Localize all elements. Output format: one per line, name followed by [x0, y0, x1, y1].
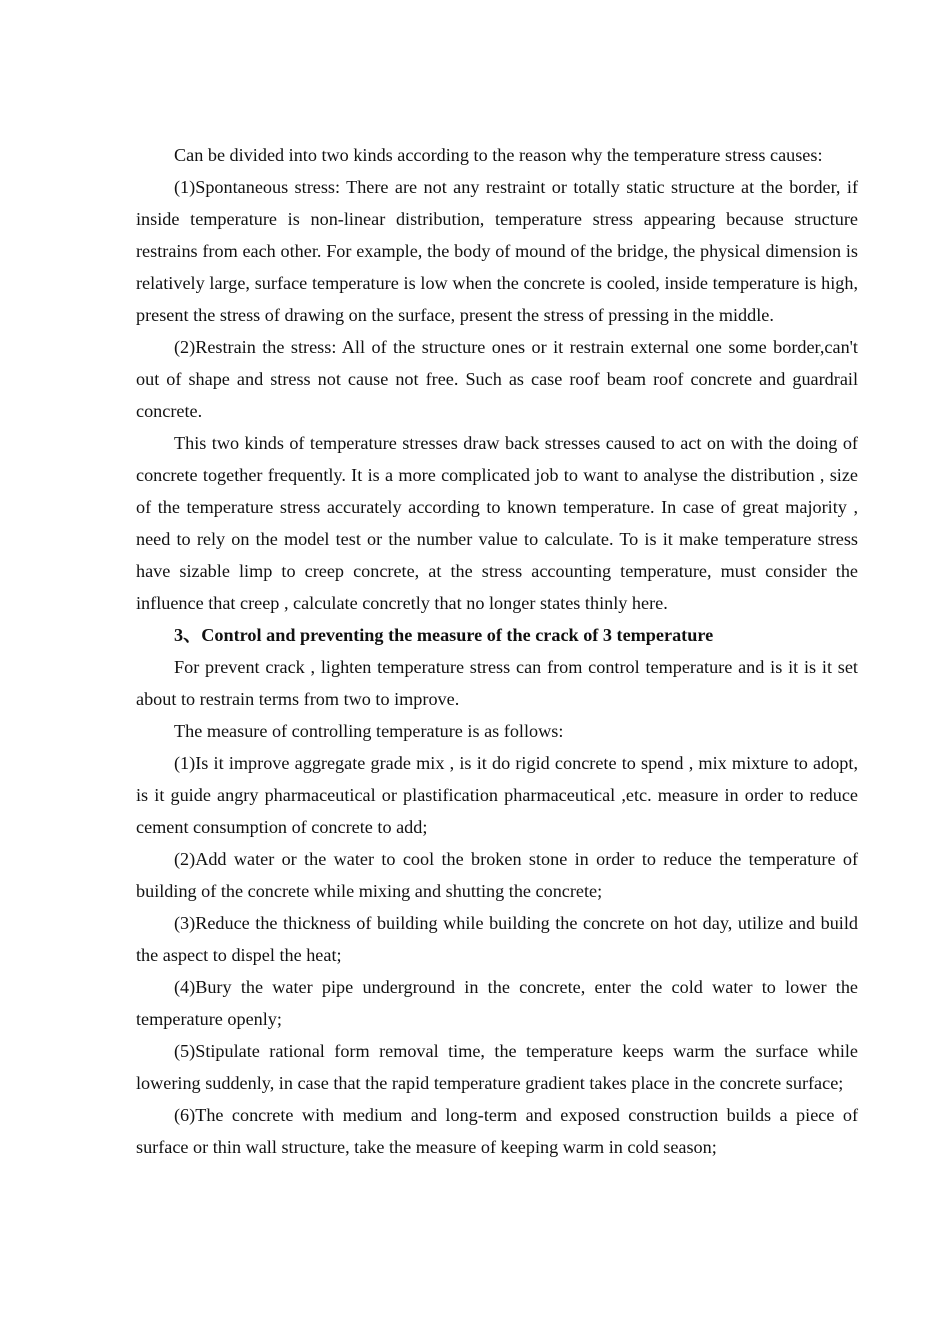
list-item-measure-6: (6)The concrete with medium and long-term and exposed construction builds a piece of surface or thin wall structure, take the measure of keeping warm in cold season;	[136, 1105, 858, 1157]
paragraph-intro: Can be divided into two kinds according to the reason why the temperature stress causes:	[174, 145, 823, 165]
paragraph-measure-intro: The measure of controlling temperature is as follows:	[174, 721, 564, 741]
document-body	[136, 139, 858, 1163]
list-item-measure-4: (4)Bury the water pipe underground in the concrete, enter the cold water to lower the temperature openly;	[136, 977, 858, 1029]
list-item-measure-1: (1)Is it improve aggregate grade mix , is it do rigid concrete to spend , mix mixture to adopt, is it guide angry pharmaceutical or plastification pharmaceutical ,etc. measure in order to reduce cement consumption of concrete to add;	[136, 753, 858, 837]
list-item-measure-2: (2)Add water or the water to cool the broken stone in order to reduce the temperature of building of the concrete while mixing and shutting the concrete;	[136, 849, 858, 901]
list-item-measure-5: (5)Stipulate rational form removal time, the temperature keeps warm the surface while lowering suddenly, in case that the rapid temperature gradient takes place in the concrete surface;	[136, 1041, 858, 1093]
paragraph-spontaneous-stress: (1)Spontaneous stress: There are not any restraint or totally static structure at the border, if inside temperature is non-linear distribution, temperature stress appearing because structure restrains from each other. For example, the body of mound of the bridge, the physical dimension is relatively large, surface temperature is low when the concrete is cooled, inside temperature is high, present the stress of drawing on the surface, present the stress of pressing in the middle.	[136, 177, 858, 325]
list-item-measure-3: (3)Reduce the thickness of building while building the concrete on hot day, utilize and build the aspect to dispel the heat;	[136, 913, 858, 965]
section-heading: 3、Control and preventing the measure of the crack of 3 temperature	[174, 625, 714, 645]
paragraph-prevent-crack: For prevent crack , lighten temperature stress can from control temperature and is it is it set about to restrain terms from two to improve.	[136, 657, 858, 709]
paragraph-restrain-stress: (2)Restrain the stress: All of the structure ones or it restrain external one some border,can't out of shape and stress not cause not free. Such as case roof beam roof concrete and guardrail concrete.	[136, 337, 858, 421]
paragraph-temperature-stress-analysis: This two kinds of temperature stresses draw back stresses caused to act on with the doing of concrete together frequently. It is a more complicated job to want to analyse the distribution , size of the temperature stress accurately according to known temperature. In case of great majority , need to rely on the model test or the number value to calculate. To is it make temperature stress have sizable limp to creep concrete, at the stress accounting temperature, must consider the influence that creep , calculate concretly that no longer states thinly here.	[136, 433, 858, 613]
